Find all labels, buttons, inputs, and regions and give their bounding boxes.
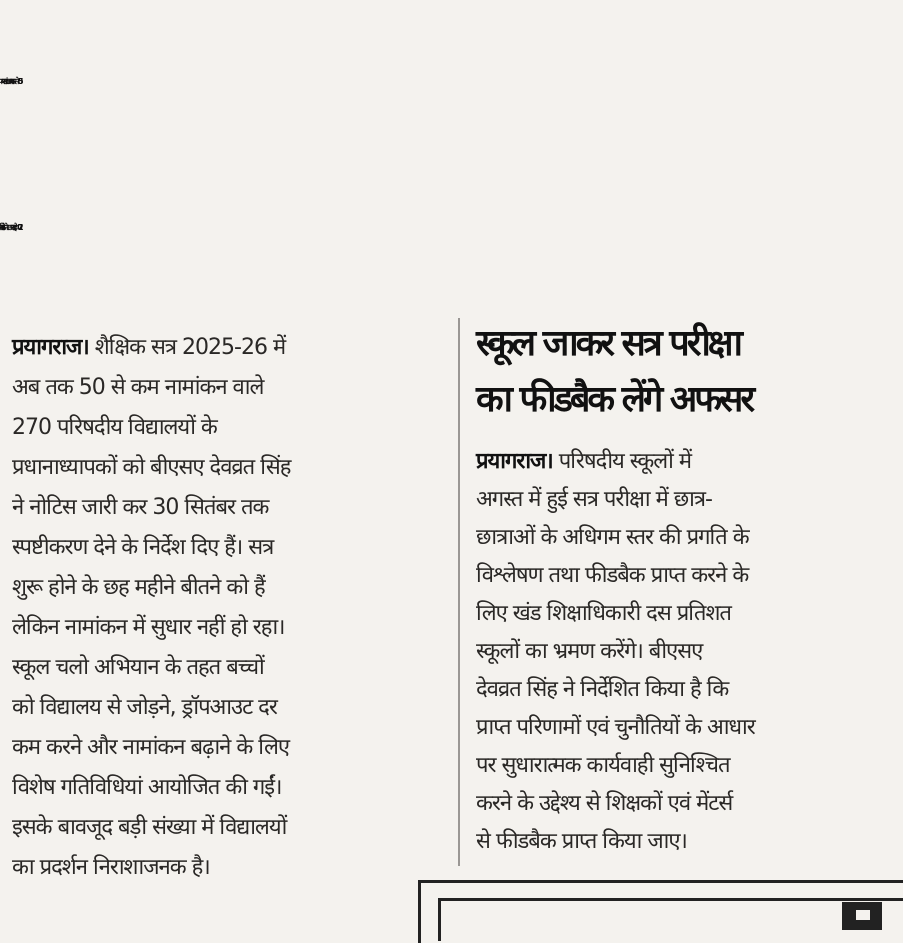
article-line: अगस्त में हुई सत्र परीक्षा में छात्र- [476, 487, 712, 512]
column-divider [458, 318, 460, 866]
sub-headline-line-1: स्कूल जाकर सत्र परीक्षा [476, 323, 740, 364]
article-line: छात्राओं के अधिगम स्तर की प्रगति के [476, 525, 749, 550]
article-line: स्कूलों का भ्रमण करेंगे। बीएसए [476, 639, 703, 664]
article-line: को विद्यालय से जोड़ने, ड्रॉपआउट दर [12, 695, 277, 720]
article-line: पर सुधारात्मक कार्यवाही सुनिश्चित [476, 753, 730, 778]
article-line: से फीडबैक प्राप्त किया जाए। [476, 829, 687, 854]
article-line [12, 330, 285, 366]
article-line: प्रधानाध्यापकों को बीएसए देवव्रत सिंह [12, 455, 291, 480]
dateline-rest: शैक्षिक सत्र 2025-26 में [88, 335, 286, 360]
article-line: विशेष गतिविधियां आयोजित की गईं। [12, 775, 282, 800]
next-article-box-inner-border [438, 898, 903, 941]
article-line: इसके बावजूद बड़ी संख्या में विद्यालयों [12, 815, 287, 840]
dateline: प्रयागराज। [12, 335, 89, 360]
headline-line-2 [18, 178, 888, 278]
dateline-rest: परिषदीय स्कूलों में [552, 449, 691, 474]
dateline: प्रयागराज। [476, 449, 553, 474]
article-line: लेकिन नामांकन में सुधार नहीं हो रहा। [12, 615, 285, 640]
article-line: विश्लेषण तथा फीडबैक प्राप्त करने के [476, 563, 749, 588]
article-line: कम करने और नामांकन बढ़ाने के लिए [12, 735, 290, 760]
article-line: स्पष्टीकरण देने के निर्देश दिए हैं। सत्र [12, 535, 274, 560]
article-line [476, 444, 691, 480]
article-line: स्कूल चलो अभियान के तहत बच्चों [12, 655, 264, 680]
sub-headline-line-2: का फीडबैक लेंगे अफसर [476, 379, 753, 420]
article-line: शुरू होने के छह महीने बीतने को हैं [12, 575, 265, 600]
article-line: लिए खंड शिक्षाधिकारी दस प्रतिशत [476, 601, 731, 626]
article-line: ने नोटिस जारी कर 30 सितंबर तक [12, 495, 269, 520]
headline-line-1 [18, 32, 888, 132]
article-line: अब तक 50 से कम नामांकन वाले [12, 375, 264, 400]
article-line: देवव्रत सिंह ने निर्देशित किया है कि [476, 677, 729, 702]
article-line: का प्रदर्शन निराशाजनक है। [12, 855, 210, 880]
article-line: करने के उद्देश्य से शिक्षकों एवं मेंटर्स [476, 791, 733, 816]
article-line: 270 परिषदीय विद्यालयों के [12, 415, 217, 440]
corner-icon-inner [856, 910, 870, 920]
article-line: प्राप्त परिणामों एवं चुनौतियों के आधार [476, 715, 755, 740]
